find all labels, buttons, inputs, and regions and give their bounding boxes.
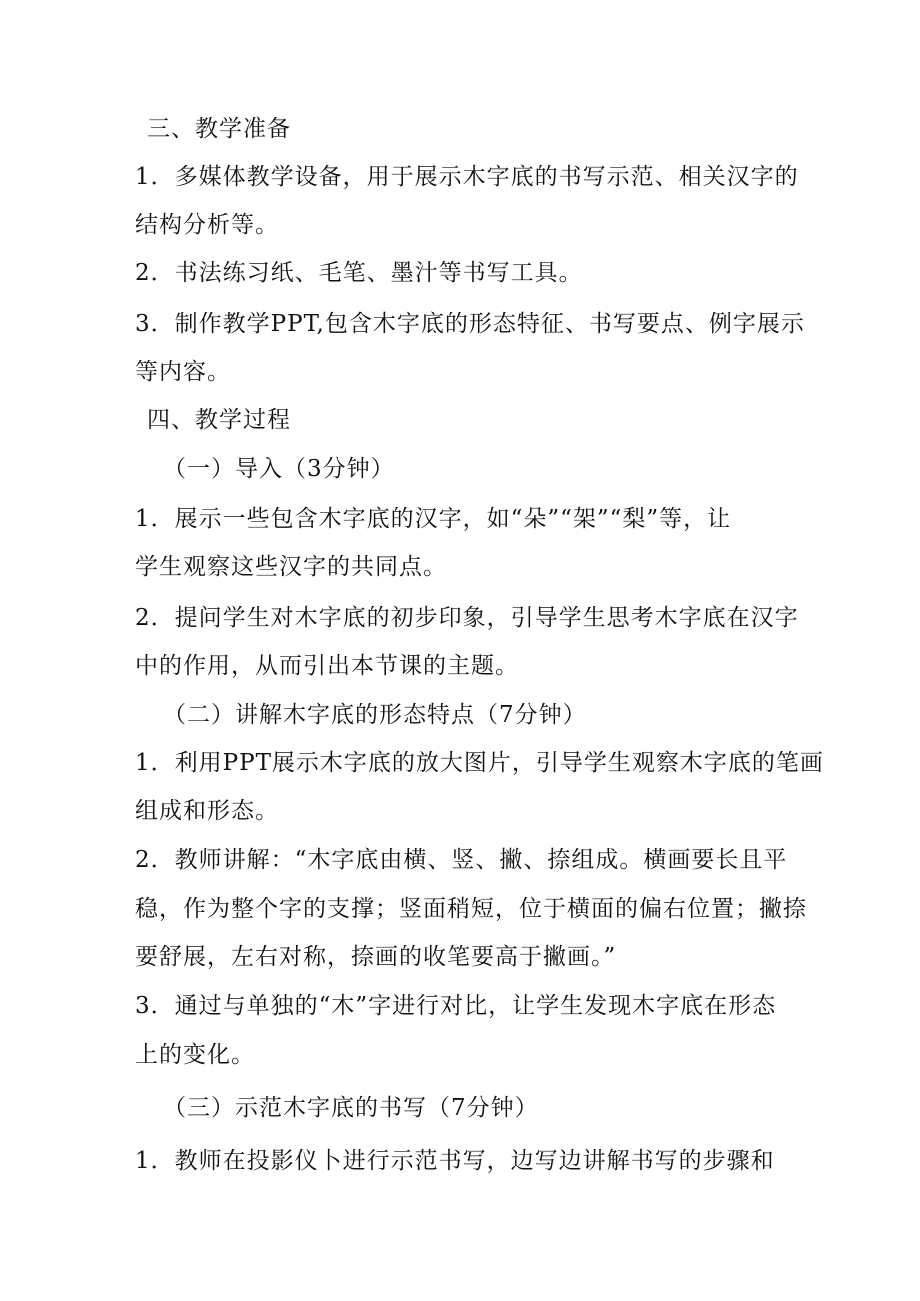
list-item-line: 1．多媒体教学设备，用于展示木字底的书写示范、相关汉字的 [135,164,799,190]
subsection-title-demo: （三）示范木字底的书写（7分钟） [163,1095,539,1121]
list-item-line: 学生观察这些汉字的共同点。 [135,554,447,580]
section-heading-process: 四、教学过程 [147,407,291,433]
list-item-line: 结构分析等。 [135,212,279,238]
list-item-line: 组成和形态。 [135,798,279,824]
list-item-line: 上的变化。 [135,1042,255,1068]
list-item-line: 1．利用PPT展示木字底的放大图片，引导学生观察木字底的笔画 [135,750,824,776]
section-heading-preparation: 三、教学准备 [147,116,291,142]
subsection-title-intro: （一）导入（3分钟） [163,456,395,482]
list-item-line: 要舒展，左右对称，捺画的收笔要高于撇画。” [135,944,617,970]
list-item-line: 1．展示一些包含木字底的汉字，如“朵”“架”“梨”等，让 [135,506,732,532]
subsection-title-shape: （二）讲解木字底的形态特点（7分钟） [163,702,587,728]
list-item-line: 中的作用，从而引出本节课的主题。 [135,653,519,679]
list-item-line: 3．通过与单独的“木”字进行对比，让学生发现木字底在形态 [135,993,777,1019]
list-item-line: 1．教师在投影仪卜进行示范书写，边写边讲解书写的步骤和 [135,1148,775,1174]
list-item-line: 3．制作教学PPT,包含木字底的形态特征、书写要点、例字展示 [135,311,805,337]
list-item-line: 2．书法练习纸、毛笔、墨汁等书写工具。 [135,260,583,286]
list-item-line: 等内容。 [135,359,231,385]
list-item-line: 2．提问学生对木字底的初步印象，引导学生思考木字底在汉字 [135,605,799,631]
list-item-line: 稳，作为整个字的支撑；竖面稍短，位于横面的偏右位置；撇捺 [135,896,807,922]
list-item-line: 2．教师讲解：“木字底由横、竖、撇、捺组成。横画要长且平 [135,847,788,873]
